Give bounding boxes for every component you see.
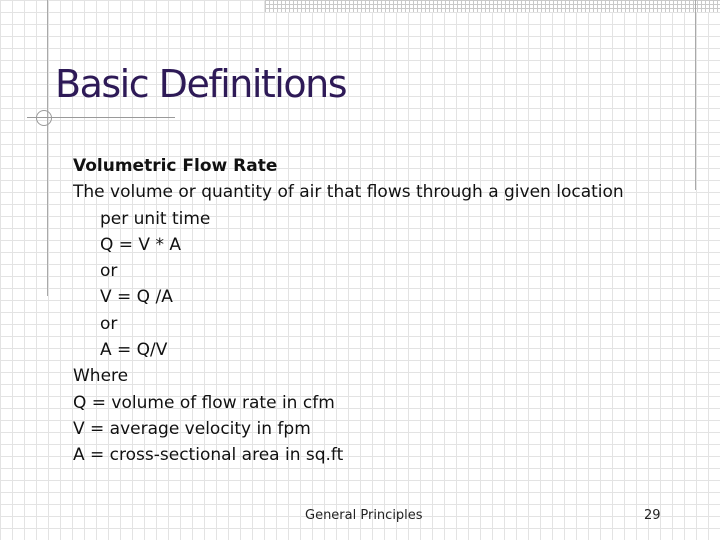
formula-q: Q = V * A — [100, 234, 181, 255]
vertical-rule-right — [695, 0, 696, 190]
definition-heading: Volumetric Flow Rate — [73, 156, 278, 176]
formula-or-1: or — [100, 261, 118, 282]
definition-text-line-1: The volume or quantity of air that flows through a given location — [73, 182, 624, 203]
formula-a: A = Q/V — [100, 340, 168, 361]
crosshair-circle-icon — [36, 110, 52, 126]
corner-decoration — [265, 0, 720, 12]
slide-body — [73, 153, 624, 469]
page-number: 29 — [644, 508, 661, 523]
where-item-a: A = cross-sectional area in sq.ft — [73, 445, 344, 466]
where-label: Where — [73, 366, 129, 387]
formula-v: V = Q /A — [100, 287, 173, 308]
where-item-v: V = average velocity in fpm — [73, 418, 311, 439]
vertical-rule-left — [47, 0, 48, 296]
where-item-q: Q = volume of flow rate in cfm — [73, 392, 335, 413]
footer-text: General Principles — [305, 508, 423, 523]
definition-text-line-2: per unit time — [100, 208, 211, 229]
slide-title: Basic Definitions — [55, 62, 346, 106]
formula-or-2: or — [100, 313, 118, 334]
